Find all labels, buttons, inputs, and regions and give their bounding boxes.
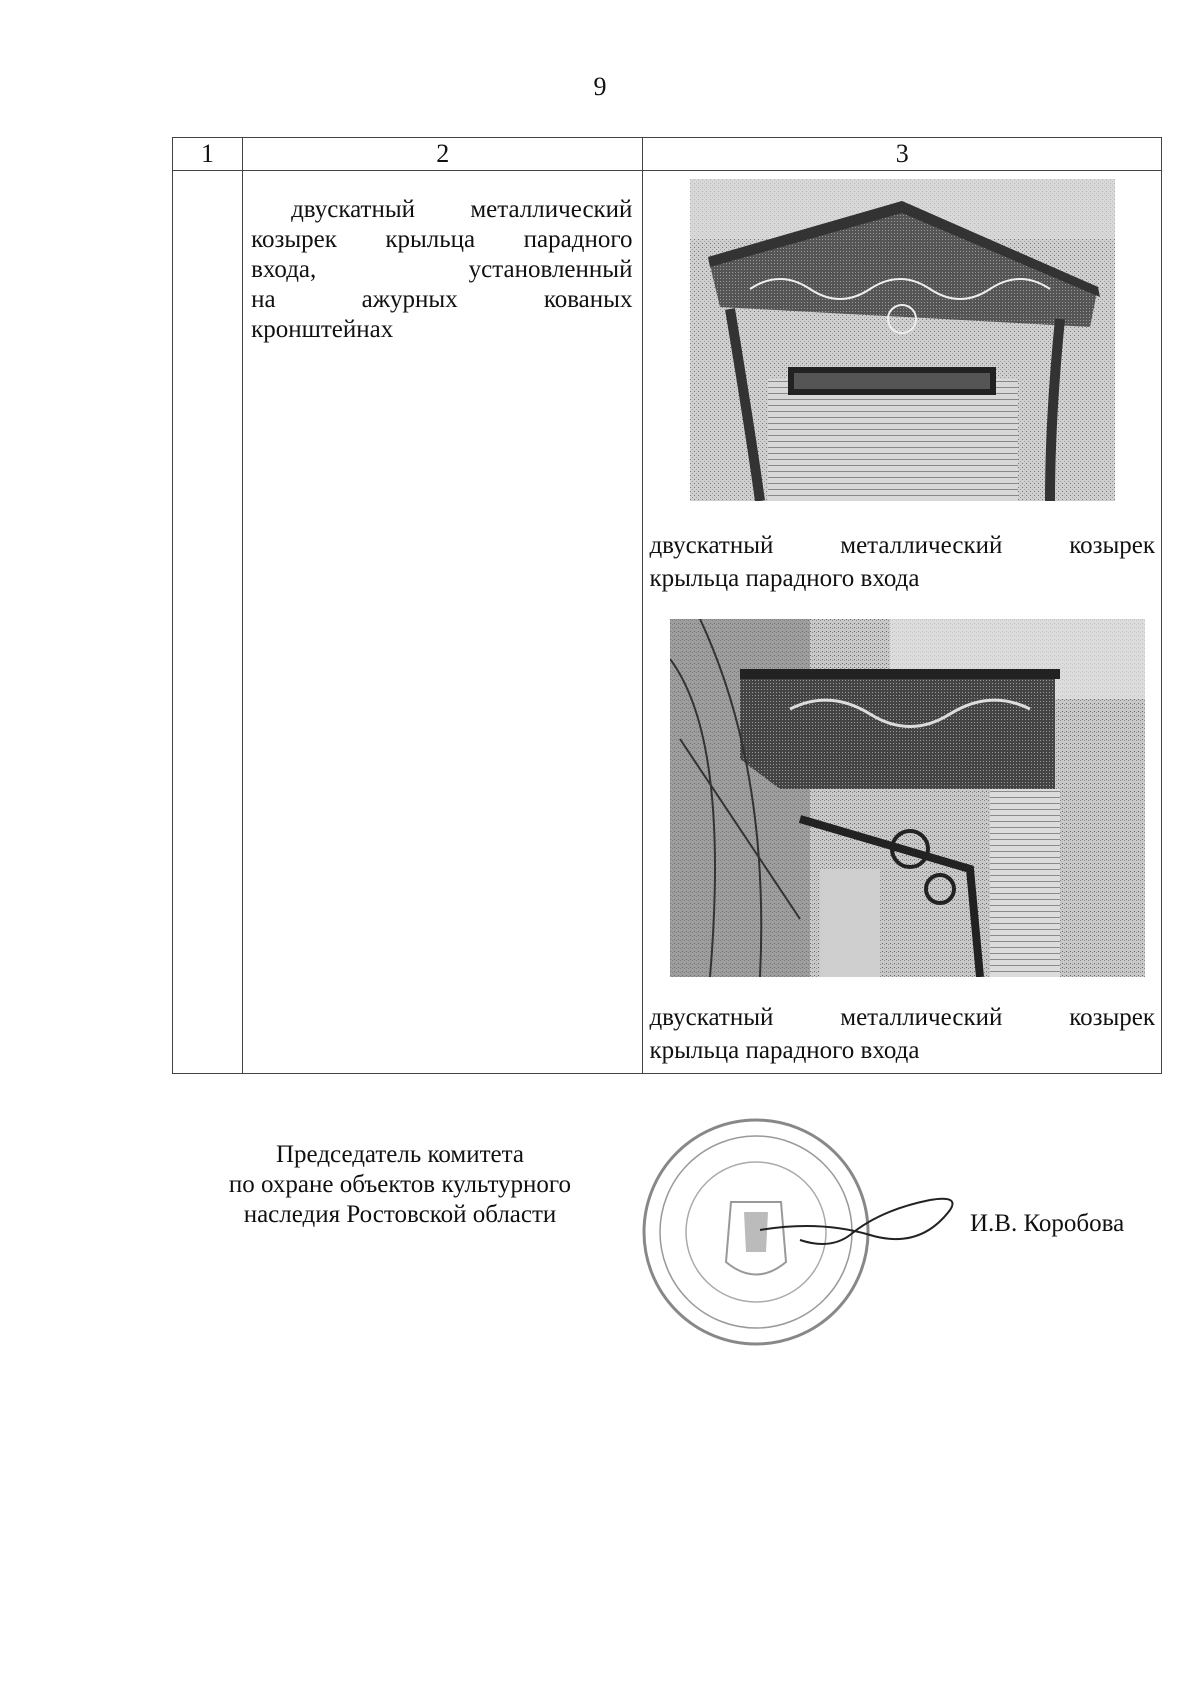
description-line: на ажурных кованых — [251, 286, 633, 313]
handwritten-signature — [760, 1180, 960, 1260]
table-header-row — [173, 138, 1162, 171]
photo-caption: двускатный металлический козырек — [649, 532, 1155, 559]
description-line: козырек крыльца парадного — [251, 226, 633, 253]
objects-table — [172, 137, 1162, 1074]
column-header-3: 3 — [643, 138, 1162, 171]
signatory-title-line: Председатель комитета — [276, 1141, 524, 1168]
photo-caption: двускатный металлический козырек — [649, 1004, 1155, 1031]
signer-name: И.В. Коробова — [970, 1210, 1125, 1237]
photo-gable-canopy — [690, 179, 1115, 501]
column-header-2: 2 — [243, 138, 643, 171]
signatory-title-line: по охране объектов культурного — [228, 1171, 572, 1198]
photo-caption: крыльца парадного входа — [649, 565, 920, 592]
page-number: 9 — [593, 72, 607, 101]
photo-canopy-brackets — [670, 619, 1145, 977]
photo-cell — [643, 171, 1162, 1074]
row-number-cell — [173, 171, 243, 1074]
table-row — [173, 171, 1162, 1074]
signatory-title — [180, 1140, 620, 1230]
description-cell — [243, 171, 643, 1074]
description-line: кронштейнах — [251, 316, 394, 343]
photo-caption: крыльца парадного входа — [649, 1037, 920, 1064]
description-line: двускатный металлический — [291, 196, 633, 223]
column-header-1: 1 — [173, 138, 243, 171]
signatory-title-line: наследия Ростовской области — [243, 1201, 557, 1228]
description-line: входа, установленный — [251, 256, 633, 283]
